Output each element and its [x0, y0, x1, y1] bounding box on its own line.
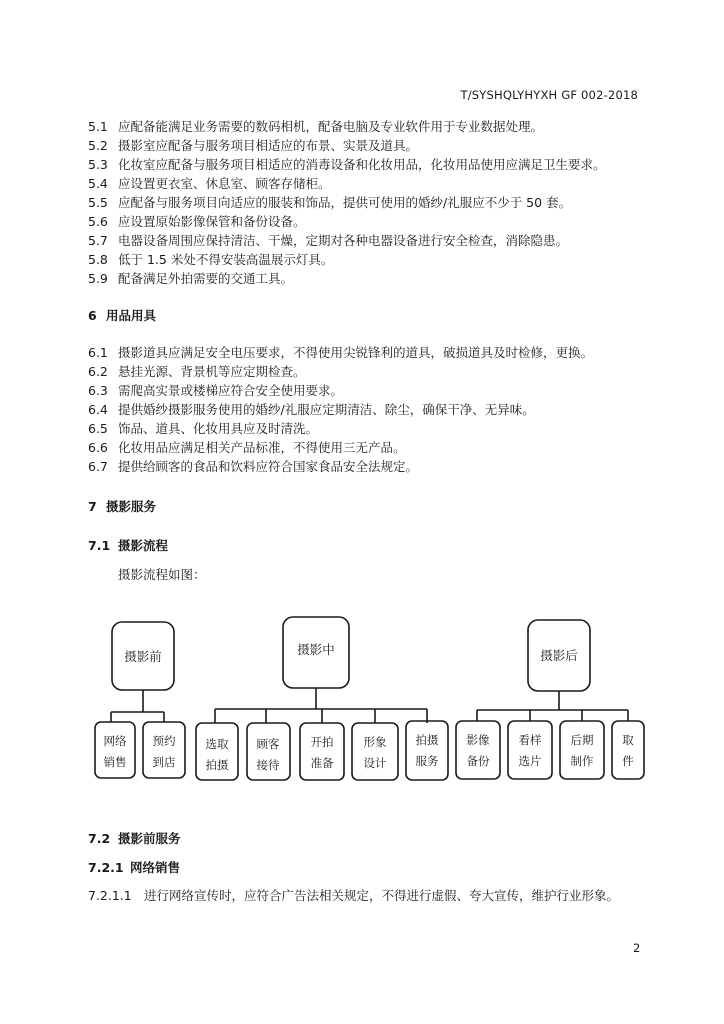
step-box-shoot-prep — [300, 723, 344, 780]
clause-number: 6.7 — [88, 459, 108, 474]
step-proof-selection-line2: 选片 — [518, 754, 542, 768]
step-box-image-backup — [456, 721, 500, 779]
stage-label-during: 摄影中 — [297, 642, 335, 657]
stage-label-after: 摄影后 — [540, 648, 578, 663]
step-customer-reception-line1: 顾客 — [256, 737, 280, 751]
step-appointment-line2: 到店 — [152, 755, 176, 769]
step-box-appointment — [143, 722, 185, 778]
step-image-backup-line2: 备份 — [466, 754, 490, 768]
step-select-shoot-line1: 选取 — [205, 737, 229, 751]
step-shoot-prep-line1: 开拍 — [310, 735, 334, 749]
connector-after — [477, 691, 628, 721]
heading-title: 摄影流程 — [118, 538, 169, 553]
clause-number: 5.3 — [88, 157, 108, 172]
clause-number: 5.9 — [88, 271, 108, 286]
step-image-design-line1: 形象 — [363, 735, 387, 749]
clause-text: 应设置原始影像保管和备份设备。 — [118, 214, 306, 229]
clause-text: 摄影道具应满足安全电压要求，不得使用尖锐锋利的道具，破损道具及时检修，更换。 — [118, 345, 594, 360]
clause-text: 应配备与服务项目向适应的服装和饰品，提供可使用的婚纱/礼服应不少于 50 套。 — [118, 195, 572, 210]
clause-number: 5.4 — [88, 176, 108, 191]
clause-number: 7.2.1.1 — [88, 888, 132, 903]
clause-text: 进行网络宣传时，应符合广告法相关规定，不得进行虚假、夸大宣传，维护行业形象。 — [144, 888, 620, 903]
heading-title: 摄影服务 — [106, 499, 157, 514]
heading-number: 7.2 — [88, 831, 111, 846]
step-online-sales-line1: 网络 — [103, 734, 127, 748]
step-proof-selection-line1: 看样 — [518, 733, 542, 747]
heading-number: 7 — [88, 499, 97, 514]
step-shoot-prep-line2: 准备 — [310, 756, 334, 770]
document-code: T/SYSHQLYHYXH GF 002-2018 — [460, 88, 638, 102]
clause-text: 配备满足外拍需要的交通工具。 — [118, 271, 294, 286]
step-image-backup-line1: 影像 — [466, 733, 490, 747]
heading-number: 7.1 — [88, 538, 111, 553]
step-box-image-design — [352, 723, 398, 780]
heading-title: 用品用具 — [106, 308, 157, 323]
clause-text: 化妆用品应满足相关产品标准，不得使用三无产品。 — [118, 440, 406, 455]
step-box-post-production — [560, 721, 604, 779]
clause-number: 5.6 — [88, 214, 108, 229]
clause-text: 饰品、道具、化妆用具应及时清洗。 — [118, 421, 319, 436]
step-select-shoot-line2: 拍摄 — [205, 758, 229, 772]
clause-text: 电器设备周围应保持清洁、干燥，定期对各种电器设备进行安全检查，消除隐患。 — [118, 233, 569, 248]
clause-text: 提供婚纱摄影服务使用的婚纱/礼服应定期清洁、除尘，确保干净、无异味。 — [118, 402, 535, 417]
stage-label-before: 摄影前 — [124, 649, 162, 664]
clause-number: 6.3 — [88, 383, 108, 398]
heading-number: 6 — [88, 308, 97, 323]
step-box-shoot-service — [406, 721, 448, 780]
clause-text: 需爬高实景或楼梯应符合安全使用要求。 — [118, 383, 344, 398]
clause-text: 应设置更衣室、休息室、顾客存储柜。 — [118, 176, 331, 191]
heading-number: 7.2.1 — [88, 860, 124, 875]
clause-number: 6.5 — [88, 421, 108, 436]
connector-during — [215, 688, 427, 723]
clause-text: 低于 1.5 米处不得安装高温展示灯具。 — [118, 252, 334, 267]
clause-number: 5.2 — [88, 138, 108, 153]
step-post-production-line1: 后期 — [570, 733, 594, 747]
flowchart-intro: 摄影流程如图： — [118, 567, 206, 582]
step-post-production-line2: 制作 — [570, 754, 594, 768]
step-pickup-line1: 取 — [622, 733, 634, 747]
clause-number: 6.1 — [88, 345, 108, 360]
clause-text: 悬挂光源、背景机等应定期检查。 — [118, 364, 306, 379]
clause-number: 6.4 — [88, 402, 108, 417]
clause-number: 5.1 — [88, 119, 108, 134]
clause-7-2-1-1 — [88, 886, 619, 904]
section-7-2-1-heading — [88, 858, 180, 876]
clause-number: 6.6 — [88, 440, 108, 455]
step-box-pickup — [612, 721, 644, 779]
clause-text: 化妆室应配备与服务项目相适应的消毒设备和化妆用品，化妆用品使用应满足卫生要求。 — [118, 157, 606, 172]
step-appointment-line1: 预约 — [152, 734, 176, 748]
clause-text: 提供给顾客的食品和饮料应符合国家食品安全法规定。 — [118, 459, 419, 474]
step-online-sales-line2: 销售 — [103, 755, 127, 769]
step-box-proof-selection — [508, 721, 552, 779]
step-shoot-service-line2: 服务 — [415, 754, 439, 768]
clause-number: 5.7 — [88, 233, 108, 248]
clause-text: 摄影室应配备与服务项目相适应的布景、实景及道具。 — [118, 138, 419, 153]
page-number: 2 — [633, 941, 641, 955]
step-customer-reception-line2: 接待 — [256, 758, 280, 772]
step-image-design-line2: 设计 — [363, 756, 387, 770]
clause-text: 应配备能满足业务需要的数码相机，配备电脑及专业软件用于专业数据处理。 — [118, 119, 544, 134]
heading-title: 摄影前服务 — [118, 831, 181, 846]
step-shoot-service-line1: 拍摄 — [415, 733, 439, 747]
heading-title: 网络销售 — [130, 860, 181, 875]
connector-before — [111, 690, 164, 722]
section-7-2-heading — [88, 829, 181, 847]
clause-number: 6.2 — [88, 364, 108, 379]
step-box-online-sales — [95, 722, 135, 778]
clause-number: 5.8 — [88, 252, 108, 267]
step-pickup-line2: 件 — [622, 754, 634, 768]
clause-number: 5.5 — [88, 195, 108, 210]
